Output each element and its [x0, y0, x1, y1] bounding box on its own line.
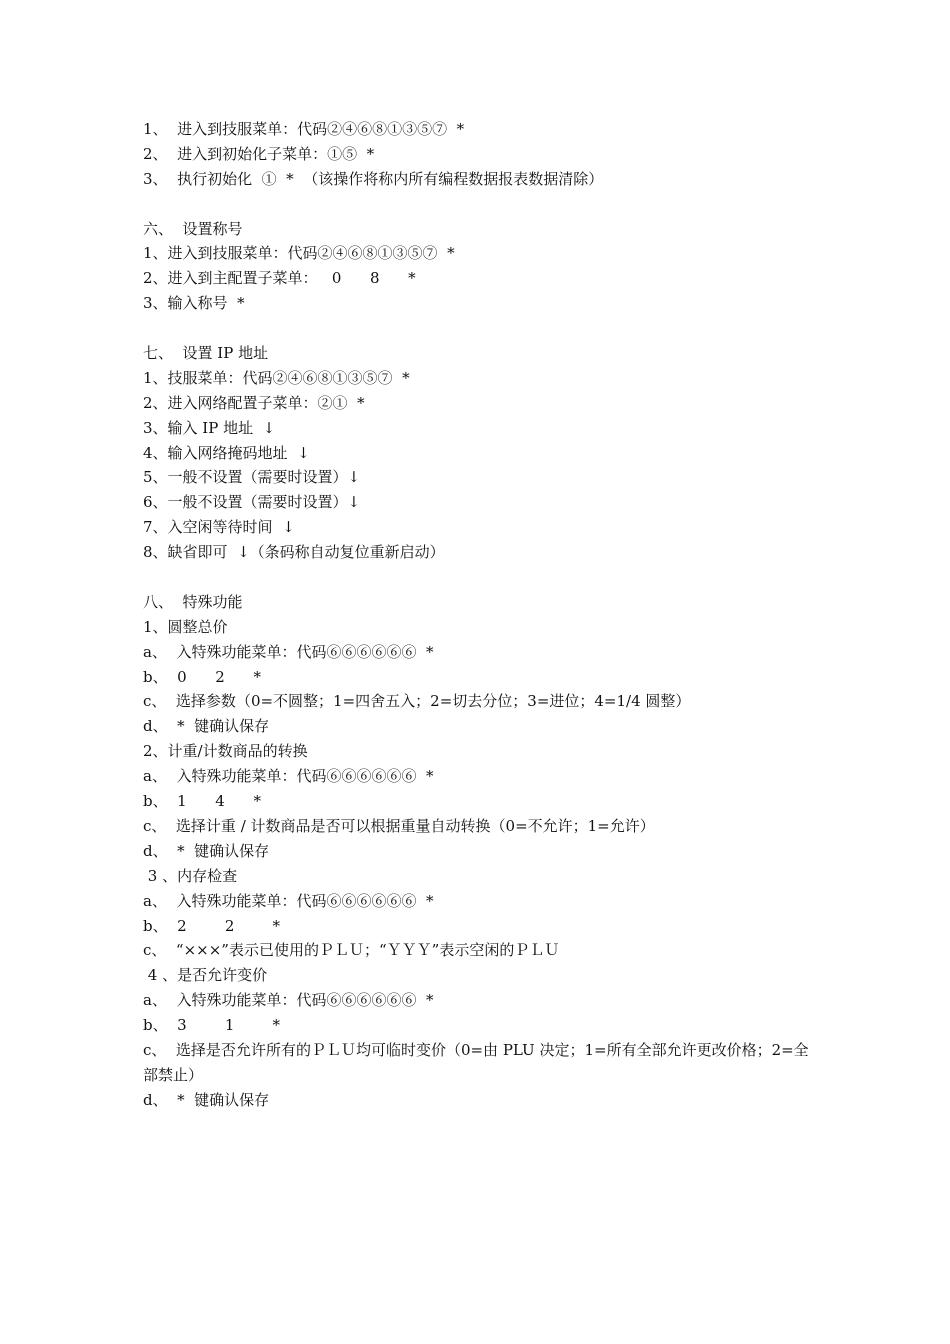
text-line-wrapped: c、 选择是否允许所有的ＰＬＵ均可临时变价（0=由 PLU 决定；1=所有全部允许更改价格；2=全部禁止） — [143, 1040, 809, 1084]
section-heading: 七、 设置 IP 地址 — [143, 344, 269, 363]
text-line: c、 选择参数（0=不圆整；1=四舍五入；2=切去分位；3=进位；4=1/4 圆整） — [143, 692, 691, 711]
text-line: 8、缺省即可 ↓（条码称自动复位重新启动） — [143, 543, 445, 562]
text-line: b、 0 2 * — [143, 667, 261, 686]
section-heading: 八、 特殊功能 — [143, 592, 243, 611]
text-line: 3、 执行初始化 ① * （该操作将称内所有编程数据报表数据清除） — [143, 169, 604, 188]
text-line: 5、一般不设置（需要时设置）↓ — [143, 468, 361, 487]
text-line: 3、输入称号 * — [143, 294, 245, 313]
text-line: 1、技服菜单：代码②④⑥⑧①③⑤⑦ * — [143, 368, 410, 387]
text-line: 1、 进入到技服菜单：代码②④⑥⑧①③⑤⑦ * — [143, 120, 465, 138]
subsection-heading: 1、圆整总价 — [143, 617, 228, 636]
text-line: 1、进入到技服菜单：代码②④⑥⑧①③⑤⑦ * — [143, 244, 455, 263]
text-line: 3、输入 IP 地址 ↓ — [143, 418, 276, 437]
text-line: c、 “×××”表示已使用的ＰＬＵ；“ＹＹＹ”表示空闲的ＰＬＵ — [143, 941, 560, 960]
text-line: a、 入特殊功能菜单：代码⑥⑥⑥⑥⑥⑥ * — [143, 991, 434, 1010]
text-line: 4、输入网络掩码地址 ↓ — [143, 443, 310, 462]
text-line: 2、 进入到初始化子菜单：①⑤ * — [143, 144, 375, 163]
section-heading: 六、 设置称号 — [143, 219, 243, 238]
subsection-heading: 3 、内存检查 — [143, 866, 238, 885]
subsection-heading: 2、计重/计数商品的转换 — [143, 742, 308, 761]
text-line: d、 * 键确认保存 — [143, 717, 270, 736]
text-line: a、 入特殊功能菜单：代码⑥⑥⑥⑥⑥⑥ * — [143, 891, 434, 910]
text-line: b、 2 2 * — [143, 916, 281, 935]
text-line: b、 3 1 * — [143, 1016, 281, 1035]
text-line: a、 入特殊功能菜单：代码⑥⑥⑥⑥⑥⑥ * — [143, 642, 434, 661]
text-line: 2、进入网络配置子菜单：②① * — [143, 393, 365, 412]
document-page — [143, 117, 823, 1113]
text-line: a、 入特殊功能菜单：代码⑥⑥⑥⑥⑥⑥ * — [143, 767, 434, 786]
text-line: b、 1 4 * — [143, 792, 261, 811]
subsection-heading: 4 、是否允许变价 — [143, 966, 268, 985]
blank-line — [143, 192, 823, 217]
blank-line — [143, 316, 823, 341]
text-line: d、 * 键确认保存 — [143, 1090, 270, 1109]
text-line: 7、入空闲等待时间 ↓ — [143, 518, 295, 537]
text-line: d、 * 键确认保存 — [143, 841, 270, 860]
text-line: 6、一般不设置（需要时设置）↓ — [143, 493, 361, 512]
text-line: 2、进入到主配置子菜单： 0 8 * — [143, 269, 416, 288]
blank-line — [143, 565, 823, 590]
text-line: c、 选择计重 / 计数商品是否可以根据重量自动转换（0=不允许；1=允许） — [143, 816, 655, 835]
